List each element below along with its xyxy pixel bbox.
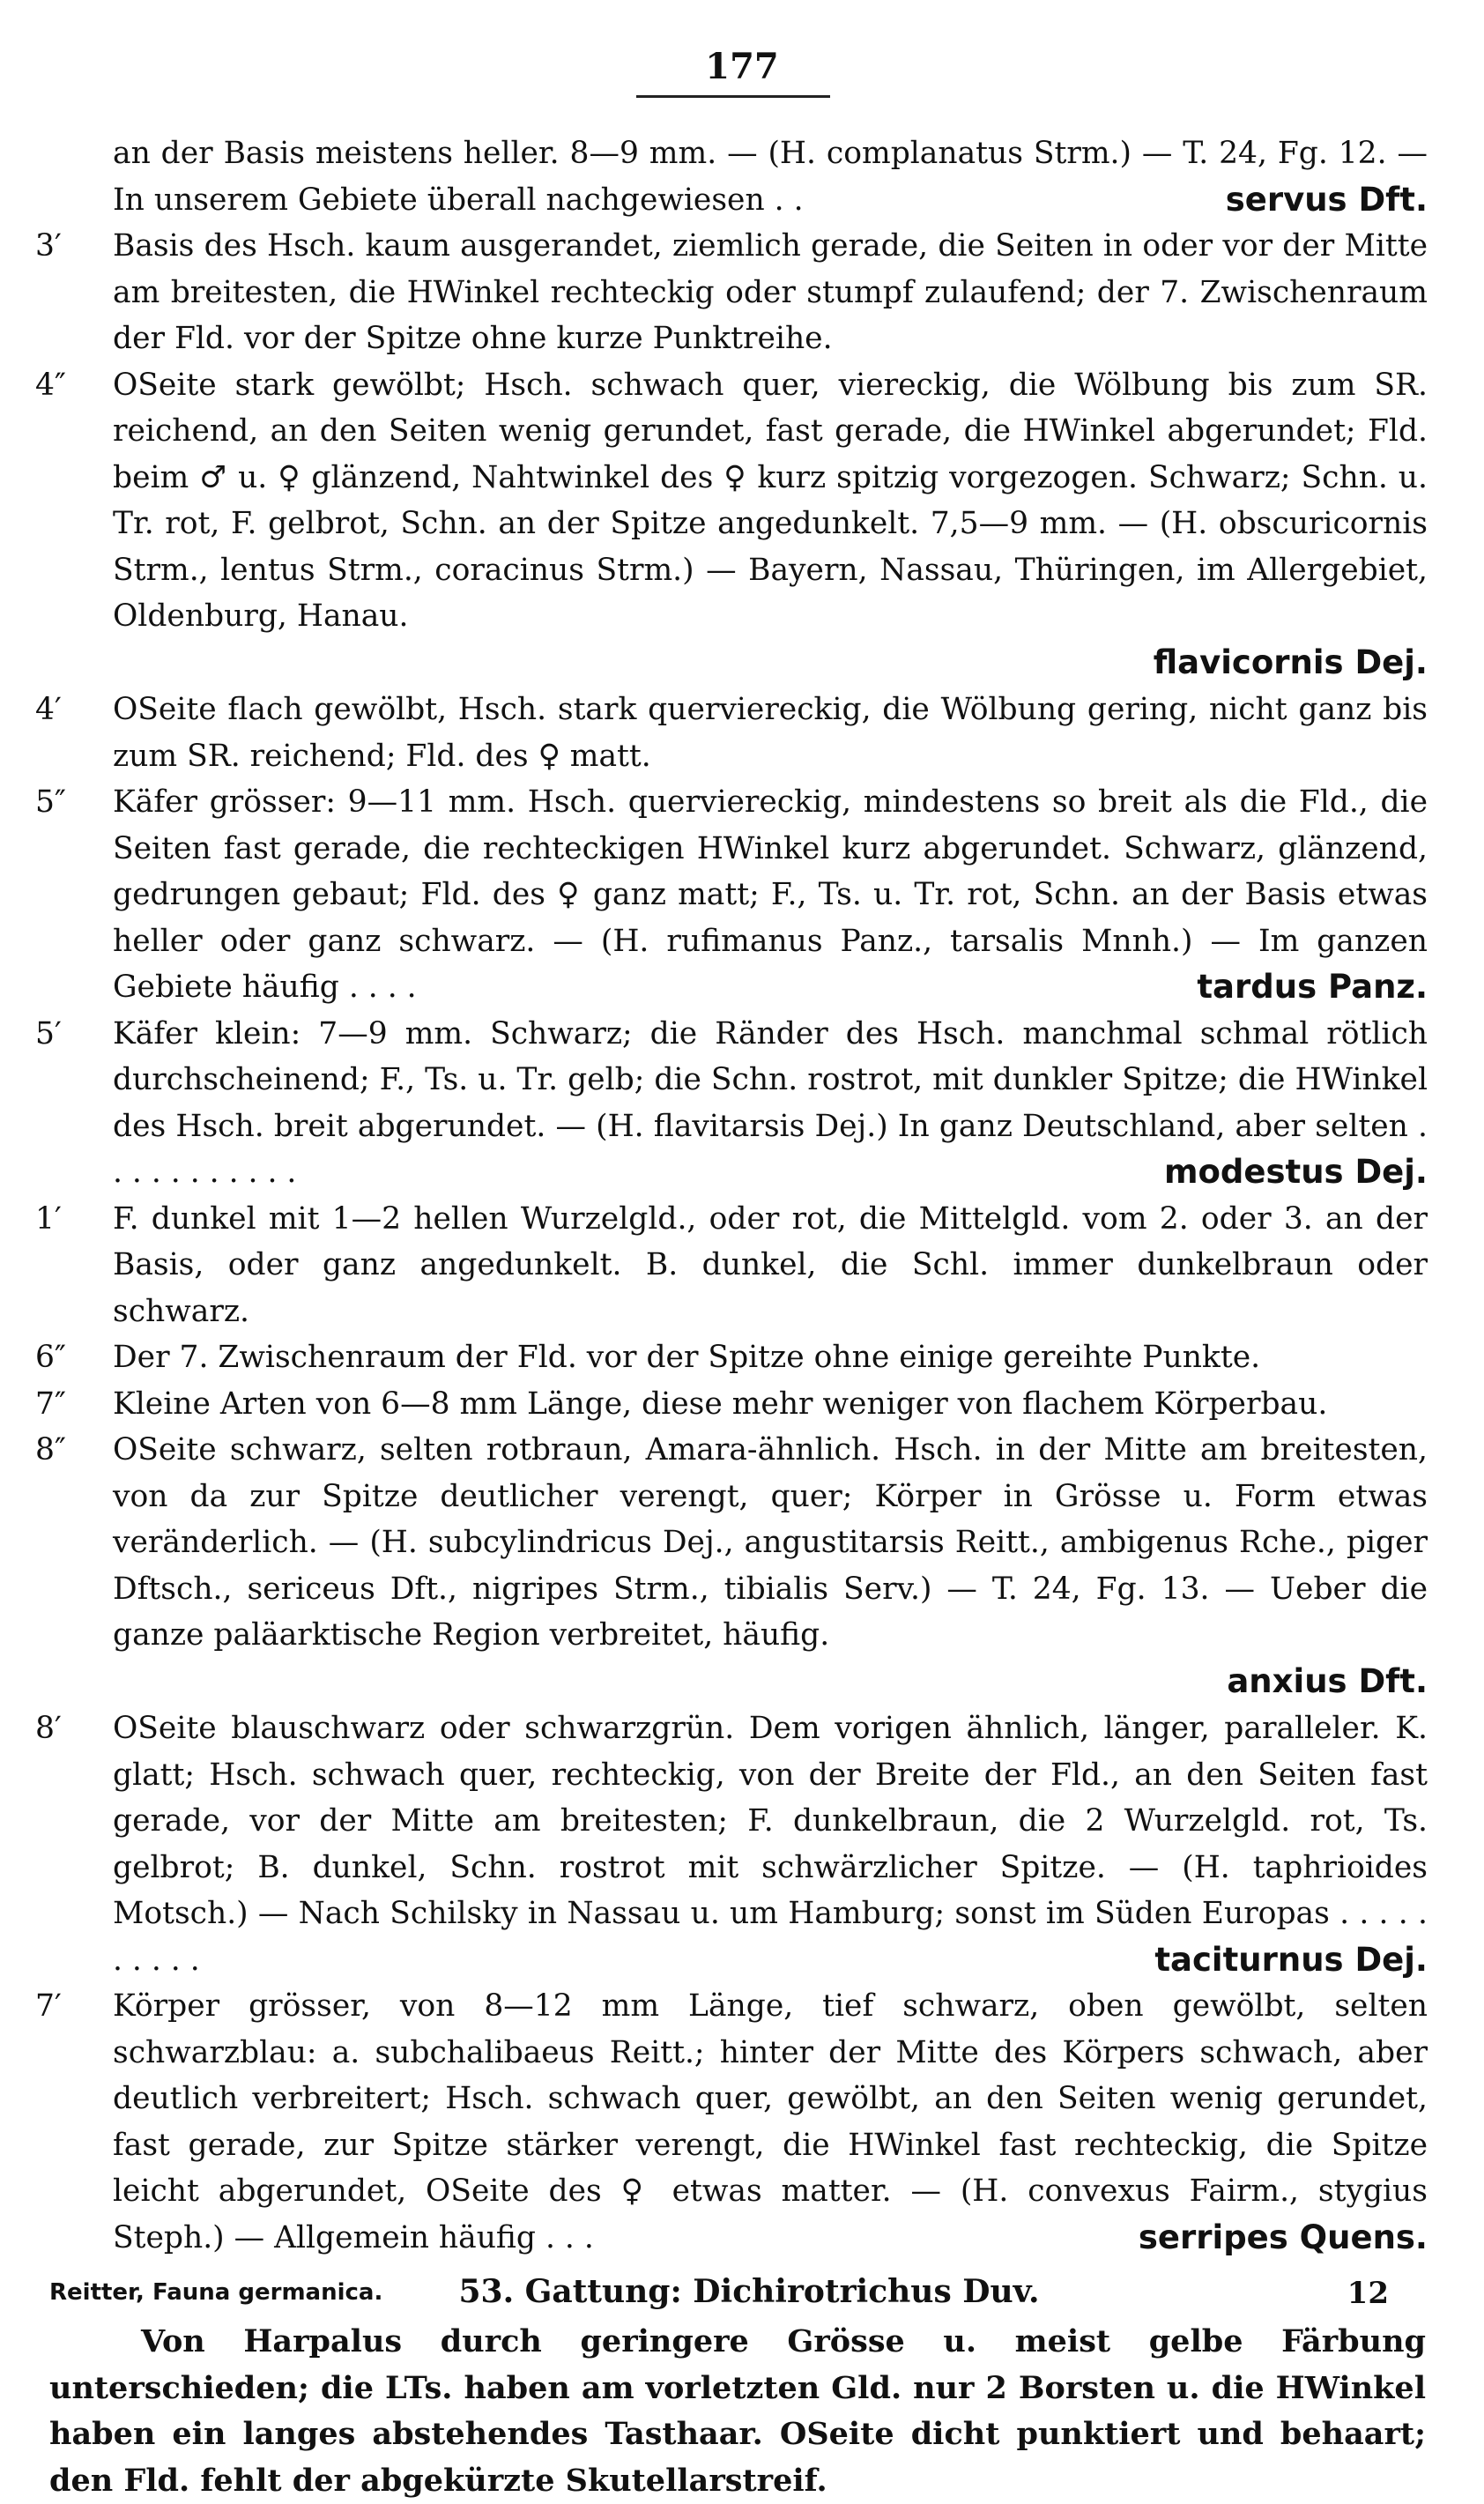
entry-text: F. dunkel mit 1—2 hellen Wurzelgld., oder rot, die Mittelgld. vom 2. oder 3. an der Basis, oder ganz angedunkelt. B. dunkel, die Schl. immer dunkelbraun oder schwarz. [113,1200,1428,1329]
key-entry [35,1381,1428,1428]
signature-mark: 12 [1347,2276,1389,2311]
entry-number: 1′ [35,1200,62,1237]
species-name: anxius Dft. [1227,1661,1428,1700]
entry-description: Körper grösser, von 8—12 mm Länge, tief schwarz, oben gewölbt, selten schwarzblau: a. subchalibaeus Reitt.; hinter der Mitte des Körpers schwach, aber deutlich verbreitert; Hsch. schwach quer, gewölbt, an den Seiten wenig gerundet, fast gerade, zur Spitze stärker verengt, die HWinkel fast rechteckig, die Spitze leicht abgerundet, OSeite des ♀ etwas matter. — (H. convexus Fairm., stygius Steph.) — Allgemein häufig . . . [113,1988,1428,2255]
entry-description: Käfer grösser: 9—11 mm. Hsch. querviereckig, mindestens so breit als die Fld., die Seiten fast gerade, die rechteckigen HWinkel kurz abgerundet. Schwarz, glänzend, gedrungen gebaut; Fld. des ♀ ganz matt; F., Ts. u. Tr. rot, Schn. an der Basis etwas heller oder ganz schwarz. — (H. rufimanus Panz., tarsalis Mnnh.) — Im ganzen Gebiete häufig . . . . [113,784,1428,1005]
entry-text [113,779,1428,1011]
entry-text: OSeite stark gewölbt; Hsch. schwach quer, viereckig, die Wölbung bis zum SR. reichend, an den Seiten wenig gerundet, fast gerade, die HWinkel abgerundet; Fld. beim ♂ u. ♀ glänzend, Nahtwinkel des ♀ kurz spitzig vorgezogen. Schwarz; Schn. u. Tr. rot, F. gelbrot, Schn. an der Spitze angedunkelt. 7,5—9 mm. — (H. obscuricornis Strm., lentus Strm., coracinus Strm.) — Bayern, Nassau, Thüringen, im Allergebiet, Oldenburg, Hanau. [113,367,1428,634]
page-footer [49,2276,1389,2311]
entry-number: 3′ [35,228,62,264]
entry-description: an der Basis meistens heller. 8—9 mm. — (H. complanatus Strm.) — T. 24, Fg. 12. — In unserem Gebiete überall nachgewiesen . . [113,136,1428,218]
key-text [35,130,1428,2504]
entry-number: 7′ [35,1988,62,2024]
entry-number: 8′ [35,1711,62,1746]
footer-title: Reitter, Fauna germanica. [49,2279,383,2306]
species-name: tardus Panz. [1197,968,1428,1006]
page-number: 177 [705,46,779,87]
species-name: servus Dft. [1225,180,1428,219]
entry-number: 5′ [35,1015,62,1051]
key-entry [35,687,1428,779]
entry-number: 5″ [35,784,66,820]
key-entry [35,223,1428,362]
genus-description: Von Harpalus durch geringere Grösse u. meist gelbe Färbung unterschieden; die LTs. haben am vorletzten Gld. nur 2 Borsten u. die HWinkel haben ein langes abstehendes Tasthaar. OSeite dicht punktiert und behaart; den Fld. fehlt der abgekürzte Skutellarstreif. [49,2323,1426,2499]
header-rule [636,95,830,98]
entry-description: Käfer klein: 7—9 mm. Schwarz; die Ränder des Hsch. manchmal schmal rötlich durchscheinend; F., Ts. u. Tr. gelb; die Schn. rostrot, mit dunkler Spitze; die HWinkel des Hsch. breit abgerundet. — (H. flavitarsis Dej.) In ganz Deutschland, aber selten . . . . . . . . . . . [113,1015,1428,1190]
species-name: taciturnus Dej. [1154,1940,1428,1979]
entry-number: 7″ [35,1386,66,1422]
entry-number: 4′ [35,692,62,727]
entry-text: Der 7. Zwischenraum der Fld. vor der Spitze ohne einige gereihte Punkte. [113,1340,1261,1375]
genus-heading: 53. Gattung: Dichirotrichus Duv. [458,2273,1040,2310]
key-entry [35,1427,1428,1705]
entry-number: 8″ [35,1432,66,1467]
key-entry [35,362,1428,687]
species-name: flavicornis Dej. [1153,643,1428,681]
key-entry [35,130,1428,223]
entry-number: 4″ [35,367,66,403]
entry-text: Basis des Hsch. kaum ausgerandet, ziemlich gerade, die Seiten in oder vor der Mitte am breitesten, die HWinkel rechteckig oder stumpf zulaufend; der 7. Zwischenraum der Fld. vor der Spitze ohne kurze Punktreihe. [113,228,1428,356]
entry-text [113,1705,1428,1983]
entry-text: OSeite schwarz, selten rotbraun, Amara-ähnlich. Hsch. in der Mitte am breitesten, von da zur Spitze deutlicher verengt, quer; Körper in Grösse u. Form etwas veränderlich. — (H. subcylindricus Dej., angustitarsis Reitt., ambigenus Rche., piger Dftsch., sericeus Dft., nigripes Strm., tibialis Serv.) — T. 24, Fg. 13. — Ueber die ganze paläarktische Region verbreitet, häufig. [113,1432,1428,1653]
species-name: serripes Quens. [1138,2218,1428,2256]
entry-text [113,1011,1428,1196]
key-entry [35,1983,1428,2261]
key-entry [35,1705,1428,1983]
key-entry [35,1011,1428,1196]
entry-text [113,1983,1428,2261]
entry-text: OSeite flach gewölbt, Hsch. stark querviereckig, die Wölbung gering, nicht ganz bis zum SR. reichend; Fld. des ♀ matt. [113,692,1428,774]
entry-description: OSeite blauschwarz oder schwarzgrün. Dem vorigen ähnlich, länger, paralleler. K. glatt; Hsch. schwach quer, rechteckig, von der Breite der Fld., an den Seiten fast gerade, vor der Mitte am breitesten; F. dunkelbraun, die 2 Wurzelgld. rot, Ts. gelbrot; B. dunkel, Schn. rostrot mit schwärzlicher Spitze. — (H. taphrioides Motsch.) — Nach Schilsky in Nassau u. um Hamburg; sonst im Süden Europas . . . . . . . . . . [113,1711,1428,1978]
entry-number: 6″ [35,1340,66,1375]
entry-text: Kleine Arten von 6—8 mm Länge, diese mehr weniger von flachem Körperbau. [113,1386,1328,1422]
species-name: modestus Dej. [1163,1153,1428,1191]
key-entry [35,779,1428,1011]
key-entry [35,1196,1428,1335]
entry-text [113,130,1428,223]
key-entry [35,1334,1428,1381]
